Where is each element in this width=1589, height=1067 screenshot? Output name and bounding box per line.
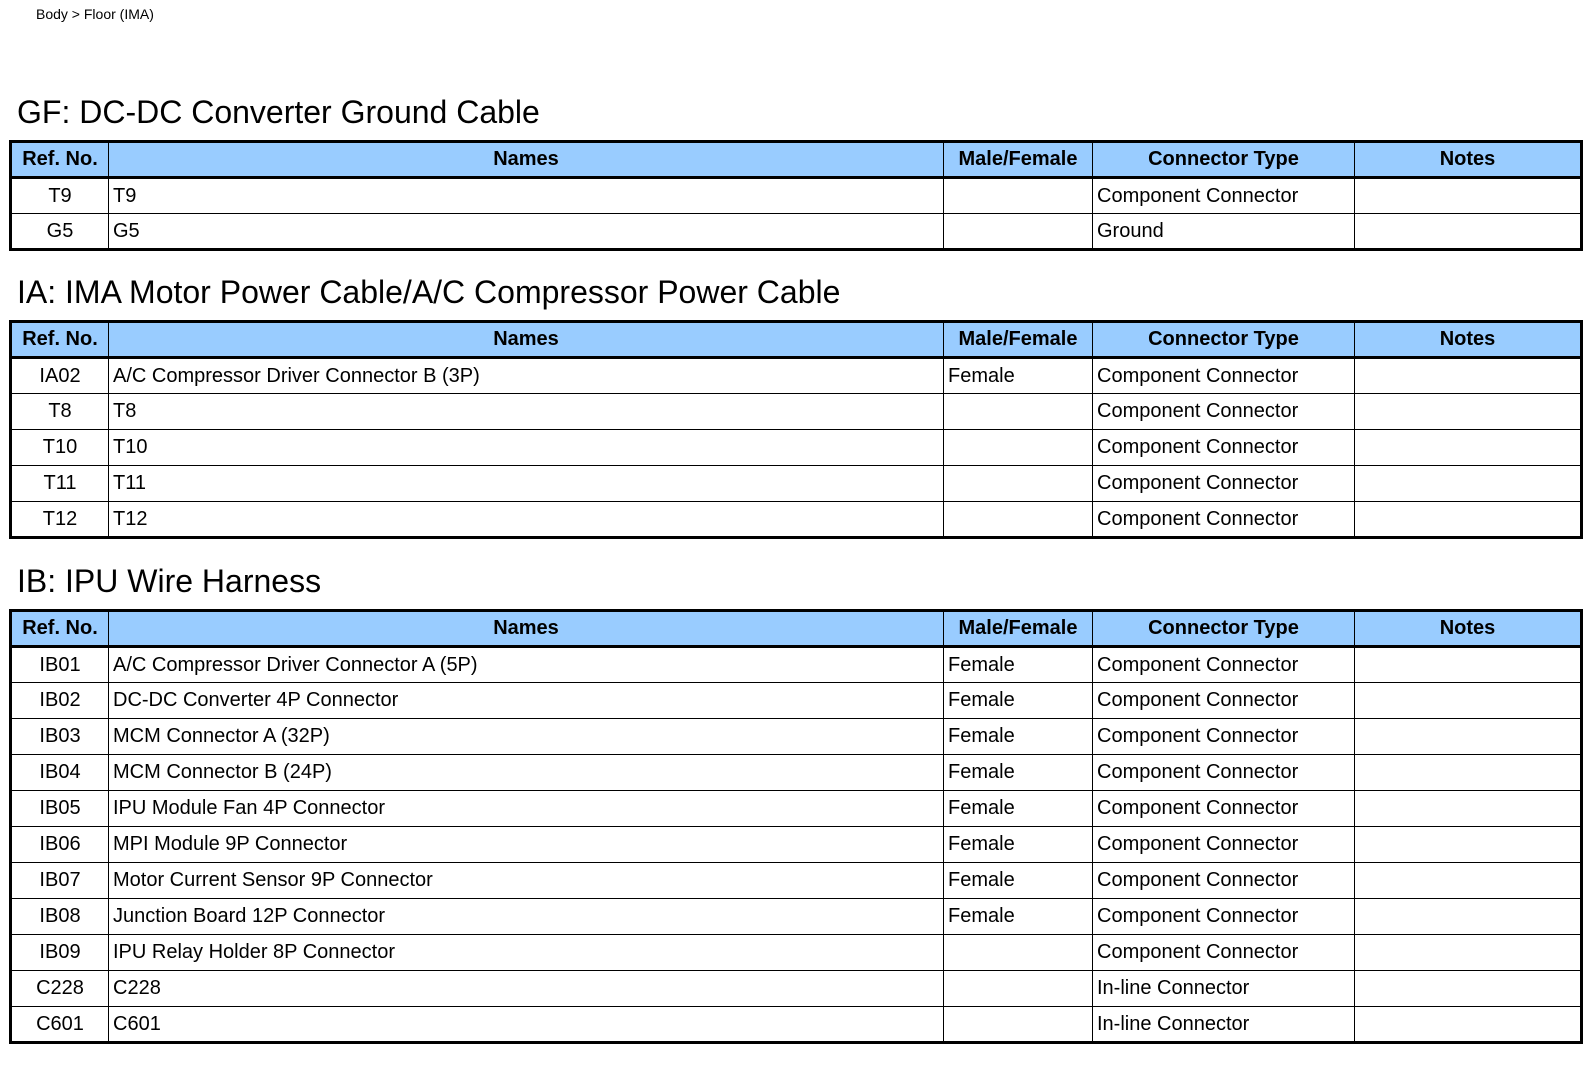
notes-cell xyxy=(1355,647,1582,683)
type-cell: Component Connector xyxy=(1093,827,1355,863)
ref-cell: IB06 xyxy=(11,827,109,863)
table-row xyxy=(11,755,1582,791)
table-row xyxy=(11,935,1582,971)
type-cell: Component Connector xyxy=(1093,935,1355,971)
notes-cell xyxy=(1355,971,1582,1007)
notes-cell xyxy=(1355,683,1582,719)
name-cell: MCM Connector A (32P) xyxy=(109,719,944,755)
ref-cell: IA02 xyxy=(11,358,109,394)
notes-cell xyxy=(1355,430,1582,466)
name-cell: G5 xyxy=(109,214,944,250)
notes-cell xyxy=(1355,178,1582,214)
type-cell: Component Connector xyxy=(1093,394,1355,430)
ref-cell: IB05 xyxy=(11,791,109,827)
name-cell: MPI Module 9P Connector xyxy=(109,827,944,863)
section-title-ia: IA: IMA Motor Power Cable/A/C Compressor Power Cable xyxy=(17,274,841,310)
ref-cell: IB08 xyxy=(11,899,109,935)
table-row xyxy=(11,827,1582,863)
table-row xyxy=(11,358,1582,394)
notes-cell xyxy=(1355,719,1582,755)
table-header-row xyxy=(11,322,1582,358)
type-cell: Component Connector xyxy=(1093,719,1355,755)
table-row xyxy=(11,899,1582,935)
name-cell: DC-DC Converter 4P Connector xyxy=(109,683,944,719)
ref-cell: IB07 xyxy=(11,863,109,899)
column-header-gender: Male/Female xyxy=(944,611,1093,647)
table-row xyxy=(11,647,1582,683)
gender-cell xyxy=(944,466,1093,502)
column-header-gender: Male/Female xyxy=(944,322,1093,358)
table-row xyxy=(11,1007,1582,1043)
table-row xyxy=(11,214,1582,250)
column-header-names: Names xyxy=(109,322,944,358)
type-cell: Component Connector xyxy=(1093,647,1355,683)
table-row xyxy=(11,502,1582,538)
gender-cell xyxy=(944,971,1093,1007)
table-row xyxy=(11,394,1582,430)
gender-cell xyxy=(944,502,1093,538)
table-header-row xyxy=(11,142,1582,178)
column-header-notes: Notes xyxy=(1355,322,1582,358)
section-title-ib: IB: IPU Wire Harness xyxy=(17,563,322,599)
connector-table-ib xyxy=(9,609,1583,1044)
notes-cell xyxy=(1355,863,1582,899)
notes-cell xyxy=(1355,358,1582,394)
table-row xyxy=(11,178,1582,214)
type-cell: Component Connector xyxy=(1093,791,1355,827)
table-row xyxy=(11,683,1582,719)
name-cell: Motor Current Sensor 9P Connector xyxy=(109,863,944,899)
type-cell: Component Connector xyxy=(1093,430,1355,466)
type-cell: Component Connector xyxy=(1093,863,1355,899)
gender-cell xyxy=(944,214,1093,250)
type-cell: In-line Connector xyxy=(1093,971,1355,1007)
name-cell: T8 xyxy=(109,394,944,430)
name-cell: T10 xyxy=(109,430,944,466)
notes-cell xyxy=(1355,214,1582,250)
column-header-ref: Ref. No. xyxy=(11,142,109,178)
connector-table-gf xyxy=(9,140,1583,251)
name-cell: T11 xyxy=(109,466,944,502)
type-cell: In-line Connector xyxy=(1093,1007,1355,1043)
gender-cell: Female xyxy=(944,647,1093,683)
type-cell: Component Connector xyxy=(1093,466,1355,502)
notes-cell xyxy=(1355,899,1582,935)
notes-cell xyxy=(1355,394,1582,430)
connector-table-ia xyxy=(9,320,1583,539)
ref-cell: T12 xyxy=(11,502,109,538)
table-row xyxy=(11,430,1582,466)
column-header-type: Connector Type xyxy=(1093,611,1355,647)
ref-cell: C228 xyxy=(11,971,109,1007)
gender-cell xyxy=(944,178,1093,214)
type-cell: Component Connector xyxy=(1093,178,1355,214)
gender-cell: Female xyxy=(944,755,1093,791)
table-row xyxy=(11,719,1582,755)
column-header-type: Connector Type xyxy=(1093,322,1355,358)
type-cell: Component Connector xyxy=(1093,502,1355,538)
column-header-names: Names xyxy=(109,611,944,647)
column-header-ref: Ref. No. xyxy=(11,322,109,358)
notes-cell xyxy=(1355,755,1582,791)
ref-cell: IB03 xyxy=(11,719,109,755)
table-header-row xyxy=(11,611,1582,647)
type-cell: Component Connector xyxy=(1093,358,1355,394)
gender-cell: Female xyxy=(944,827,1093,863)
breadcrumb: Body > Floor (IMA) xyxy=(36,6,154,22)
gender-cell: Female xyxy=(944,358,1093,394)
notes-cell xyxy=(1355,1007,1582,1043)
type-cell: Component Connector xyxy=(1093,683,1355,719)
table-row xyxy=(11,791,1582,827)
column-header-names: Names xyxy=(109,142,944,178)
ref-cell: C601 xyxy=(11,1007,109,1043)
type-cell: Component Connector xyxy=(1093,899,1355,935)
ref-cell: T11 xyxy=(11,466,109,502)
ref-cell: T9 xyxy=(11,178,109,214)
gender-cell xyxy=(944,935,1093,971)
gender-cell: Female xyxy=(944,719,1093,755)
notes-cell xyxy=(1355,791,1582,827)
ref-cell: IB04 xyxy=(11,755,109,791)
ref-cell: IB02 xyxy=(11,683,109,719)
name-cell: A/C Compressor Driver Connector A (5P) xyxy=(109,647,944,683)
type-cell: Ground xyxy=(1093,214,1355,250)
section-title-gf: GF: DC-DC Converter Ground Cable xyxy=(17,94,540,130)
gender-cell xyxy=(944,394,1093,430)
type-cell: Component Connector xyxy=(1093,755,1355,791)
gender-cell: Female xyxy=(944,899,1093,935)
gender-cell: Female xyxy=(944,791,1093,827)
notes-cell xyxy=(1355,466,1582,502)
name-cell: C228 xyxy=(109,971,944,1007)
column-header-gender: Male/Female xyxy=(944,142,1093,178)
table-row xyxy=(11,971,1582,1007)
ref-cell: IB09 xyxy=(11,935,109,971)
notes-cell xyxy=(1355,502,1582,538)
gender-cell xyxy=(944,1007,1093,1043)
ref-cell: T10 xyxy=(11,430,109,466)
column-header-notes: Notes xyxy=(1355,142,1582,178)
table-row xyxy=(11,863,1582,899)
name-cell: C601 xyxy=(109,1007,944,1043)
ref-cell: T8 xyxy=(11,394,109,430)
ref-cell: G5 xyxy=(11,214,109,250)
name-cell: A/C Compressor Driver Connector B (3P) xyxy=(109,358,944,394)
gender-cell xyxy=(944,430,1093,466)
name-cell: IPU Relay Holder 8P Connector xyxy=(109,935,944,971)
notes-cell xyxy=(1355,935,1582,971)
ref-cell: IB01 xyxy=(11,647,109,683)
name-cell: T12 xyxy=(109,502,944,538)
table-row xyxy=(11,466,1582,502)
name-cell: T9 xyxy=(109,178,944,214)
gender-cell: Female xyxy=(944,683,1093,719)
name-cell: IPU Module Fan 4P Connector xyxy=(109,791,944,827)
notes-cell xyxy=(1355,827,1582,863)
column-header-notes: Notes xyxy=(1355,611,1582,647)
name-cell: MCM Connector B (24P) xyxy=(109,755,944,791)
name-cell: Junction Board 12P Connector xyxy=(109,899,944,935)
column-header-ref: Ref. No. xyxy=(11,611,109,647)
gender-cell: Female xyxy=(944,863,1093,899)
column-header-type: Connector Type xyxy=(1093,142,1355,178)
